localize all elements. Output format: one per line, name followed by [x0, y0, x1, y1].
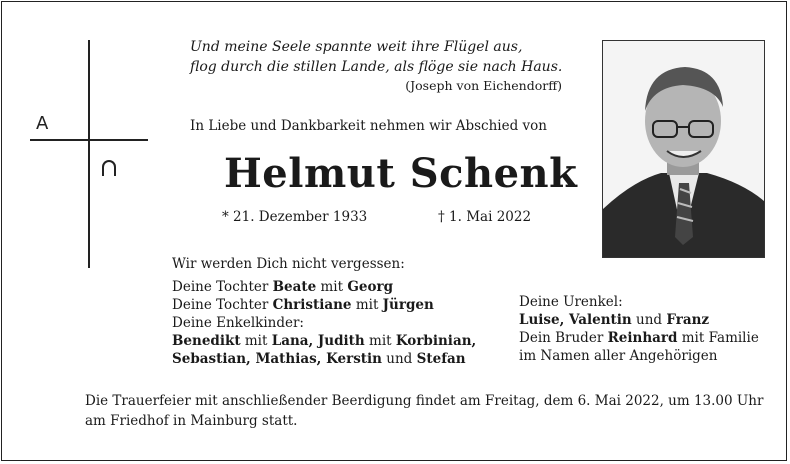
family-line: Deine Enkelkinder:	[172, 315, 304, 331]
name: Lana, Judith	[271, 333, 365, 349]
name: Franz	[666, 312, 710, 328]
name: Luise, Valentin	[519, 312, 632, 328]
family-line	[172, 278, 476, 296]
deceased-name: Helmut Schenk	[224, 150, 578, 197]
name: Reinhard	[607, 330, 678, 346]
family-line	[172, 296, 476, 314]
quote-line-1: Und meine Seele spannte weit ihre Flügel aus,	[190, 39, 523, 55]
family-line	[172, 332, 476, 350]
name: Sebastian, Mathias, Kerstin	[172, 351, 382, 367]
cross-vertical-bar	[88, 40, 90, 268]
name: Benedikt	[172, 333, 241, 349]
name: Korbinian,	[395, 333, 477, 349]
text: Deine Tochter	[172, 279, 273, 295]
birth-date: * 21. Dezember 1933	[222, 209, 368, 225]
quote-author: (Joseph von Eichendorff)	[405, 78, 562, 93]
alpha-symbol: A	[36, 113, 49, 134]
portrait-photo	[602, 40, 765, 258]
family-right-block	[519, 293, 759, 365]
name: Christiane	[272, 297, 352, 313]
text: mit Familie	[677, 330, 759, 346]
family-line: im Namen aller Angehörigen	[519, 348, 718, 364]
text: Dein Bruder	[519, 330, 608, 346]
portrait-illustration	[603, 41, 764, 257]
text: und	[631, 312, 667, 328]
name: Jürgen	[382, 297, 434, 313]
text: mit	[364, 333, 396, 349]
remembrance-line: Wir werden Dich nicht vergessen:	[172, 256, 405, 272]
text: mit	[316, 279, 348, 295]
cross-horizontal-bar	[30, 139, 148, 141]
name: Beate	[272, 279, 317, 295]
family-line	[172, 350, 476, 368]
family-line	[519, 329, 759, 347]
text: Deine Tochter	[172, 297, 273, 313]
death-date: † 1. Mai 2022	[438, 209, 532, 225]
text: und	[382, 351, 417, 367]
quote-line-2: flog durch die stillen Lande, als flöge sie nach Haus.	[190, 59, 563, 75]
name: Stefan	[416, 351, 466, 367]
name: Georg	[347, 279, 394, 295]
family-line	[519, 311, 759, 329]
quote	[190, 37, 562, 77]
funeral-notice	[85, 391, 765, 431]
family-left-block	[172, 255, 476, 368]
funeral-line-2: am Friedhof in Mainburg statt.	[85, 413, 298, 429]
text: mit	[351, 297, 383, 313]
funeral-line-1: Die Trauerfeier mit anschließender Beerdigung findet am Freitag, dem 6. Mai 2022, um 13.00 Uhr	[85, 393, 764, 409]
family-line: Deine Urenkel:	[519, 294, 623, 310]
text: mit	[240, 333, 272, 349]
omega-icon	[102, 160, 116, 176]
farewell-intro: In Liebe und Dankbarkeit nehmen wir Abschied von	[190, 118, 547, 134]
